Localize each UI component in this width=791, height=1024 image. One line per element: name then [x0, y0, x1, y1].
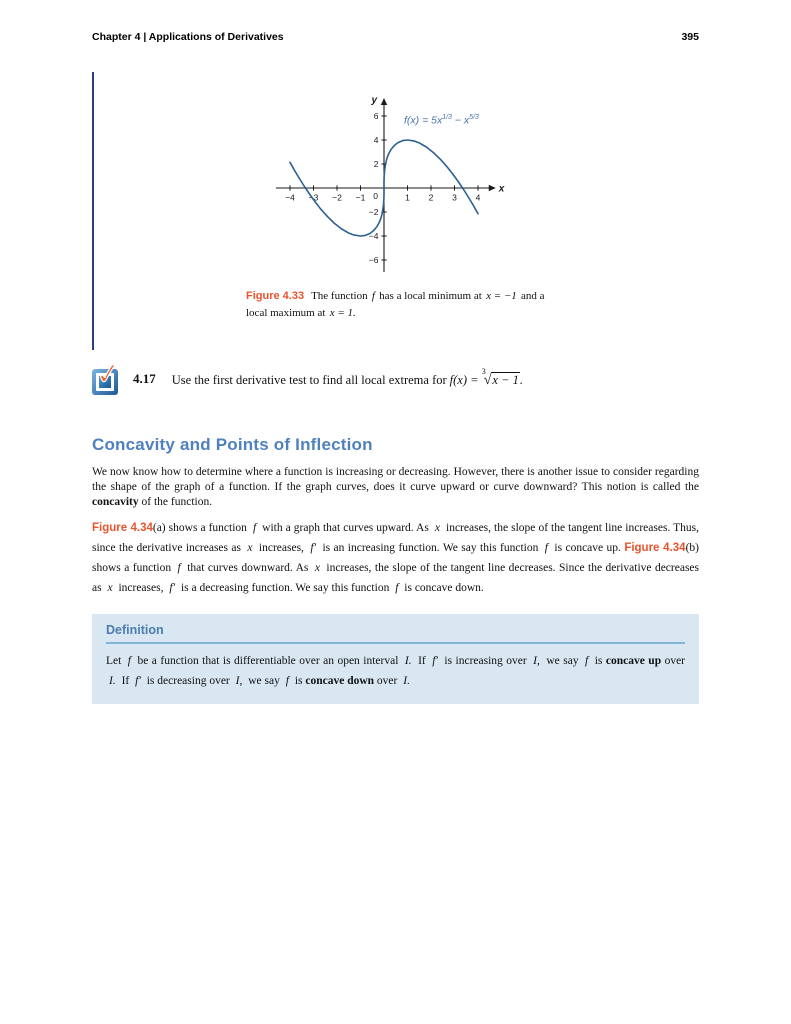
run-math: f′: [169, 582, 176, 594]
run-math: I.: [404, 655, 412, 667]
function-label: [404, 114, 479, 127]
chapter-header-text: Chapter 4 | Applications of Derivatives: [92, 31, 284, 43]
run-bold: concave up: [605, 655, 662, 667]
figure-caption-label: Figure 4.33: [246, 290, 305, 302]
figure-caption: [246, 288, 552, 321]
run-plain: is increasing over: [440, 655, 531, 667]
svg-text:2: 2: [428, 192, 434, 203]
run-plain: The function: [311, 290, 371, 302]
run-math: x: [314, 562, 320, 574]
function-label-exp1: 1/3: [442, 114, 452, 121]
run-math: f: [177, 562, 181, 574]
run-plain: and a local maximum at: [246, 290, 545, 319]
svg-text:−3: −3: [308, 192, 319, 203]
run-math: f: [544, 542, 548, 554]
run-plain: increases,: [255, 542, 308, 554]
svg-text:1: 1: [405, 192, 410, 203]
svg-text:y: y: [371, 95, 377, 106]
svg-text:−2: −2: [368, 207, 379, 217]
run-math: x: [107, 582, 113, 594]
run-plain: over: [661, 655, 686, 667]
section-content: [92, 435, 699, 704]
checkpoint-text: [171, 367, 523, 389]
run-plain: is: [591, 655, 606, 667]
function-label-p1: f(x) = 5x: [404, 114, 443, 127]
figure-4-34b-link[interactable]: Figure 4.34: [624, 542, 686, 554]
run-plain: (b) shows a function: [92, 542, 699, 574]
definition-rule: [106, 642, 685, 644]
run-plain: increases,: [115, 582, 167, 594]
math-suffix: .: [519, 373, 523, 388]
svg-text:4: 4: [475, 192, 481, 203]
run-plain: We now know how to determine where a function is increasing or decreasing. However, there is another issue to consider regarding the shape of the graph of a function. If the graph curves, does it curve upward or curve downward? This notion is called the: [92, 466, 699, 493]
run-plain: over: [374, 675, 401, 687]
run-math: f: [395, 582, 399, 594]
definition-text: [106, 651, 685, 691]
paragraph-concavity-intro: [92, 465, 699, 510]
svg-text:4: 4: [373, 135, 379, 145]
run-plain: is a decreasing function. We say this function: [178, 582, 393, 594]
run-bold: concave down: [305, 675, 375, 687]
svg-text:x: x: [498, 183, 505, 195]
svg-text:2: 2: [373, 159, 379, 169]
run-plain: with a graph that curves upward. As: [259, 522, 432, 534]
math-prefix: f(x) =: [449, 373, 482, 388]
run-math: x: [434, 522, 440, 534]
run-plain: Let: [106, 655, 125, 667]
radicand: x − 1: [492, 373, 519, 388]
figure-4-34a-link[interactable]: Figure 4.34: [92, 522, 153, 534]
run-plain: If: [118, 675, 133, 687]
page-header: [92, 31, 699, 43]
function-label-exp2: 5/3: [469, 114, 479, 121]
run-math: f′: [310, 542, 317, 554]
checkpoint-number: 4.17: [133, 371, 156, 386]
checkpoint-checkbox-icon: [92, 355, 126, 398]
check-icon: ✓: [94, 355, 123, 394]
run-math: I.: [403, 675, 410, 687]
run-math: I.: [109, 675, 116, 687]
checkpoint-4-17: [92, 355, 791, 398]
run-plain: increases, the slope of the tangent line decreases. Since the derivative decreases as: [92, 562, 699, 594]
run-plain: If: [414, 655, 430, 667]
run-plain: of the function.: [138, 496, 213, 508]
run-math: f: [585, 655, 589, 667]
svg-text:0: 0: [373, 191, 378, 201]
run-plain: is an increasing function. We say this function: [319, 542, 542, 554]
run-plain: is: [291, 675, 306, 687]
svg-text:3: 3: [452, 192, 457, 203]
run-plain: that curves downward. As: [183, 562, 312, 574]
svg-text:−4: −4: [285, 192, 295, 203]
svg-text:−1: −1: [355, 192, 366, 203]
run-plain: (a) shows a function: [152, 522, 250, 534]
run-plain: we say: [245, 675, 283, 687]
svg-text:−6: −6: [368, 255, 379, 265]
run-bold: concavity: [92, 496, 139, 508]
figure-4-33-block: [92, 72, 699, 350]
checkpoint-lead: Use the first derivative test to find all local extrema for: [171, 373, 447, 388]
run-plain: is decreasing over: [143, 675, 233, 687]
run-math: f: [371, 290, 375, 302]
definition-box: [92, 614, 699, 704]
run-plain: is concave down.: [401, 582, 484, 594]
section-title: Concavity and Points of Inflection: [92, 435, 373, 454]
definition-title: Definition: [106, 623, 164, 637]
svg-text:−4: −4: [368, 231, 379, 241]
run-math: f′: [135, 675, 141, 687]
run-math: x: [247, 542, 253, 554]
svg-text:−2: −2: [332, 192, 342, 203]
svg-text:6: 6: [373, 111, 379, 121]
run-plain: has a local minimum at: [376, 290, 485, 302]
function-graph: [272, 96, 512, 282]
run-math: f: [127, 655, 131, 667]
page-number: 395: [681, 31, 699, 43]
root-index: 3: [481, 367, 486, 376]
run-plain: is concave up.: [550, 542, 625, 554]
paragraph-figure-434: [92, 518, 699, 598]
run-plain: we say: [542, 655, 583, 667]
run-plain: increases, the slope of the tangent line increases. Thus, since the derivative increases as: [92, 522, 699, 554]
function-label-p2: − x: [451, 114, 470, 127]
run-math: f: [285, 675, 289, 687]
run-math: f′: [432, 655, 438, 667]
run-math: I,: [533, 655, 540, 667]
run-math: f: [252, 522, 257, 534]
radical-sign: √: [483, 373, 492, 389]
run-math: x = −1: [486, 290, 517, 302]
math-expression: [447, 367, 523, 389]
run-math: I,: [235, 675, 243, 687]
run-math: x = 1.: [329, 306, 356, 319]
run-plain: be a function that is differentiable over an open interval: [134, 655, 402, 667]
